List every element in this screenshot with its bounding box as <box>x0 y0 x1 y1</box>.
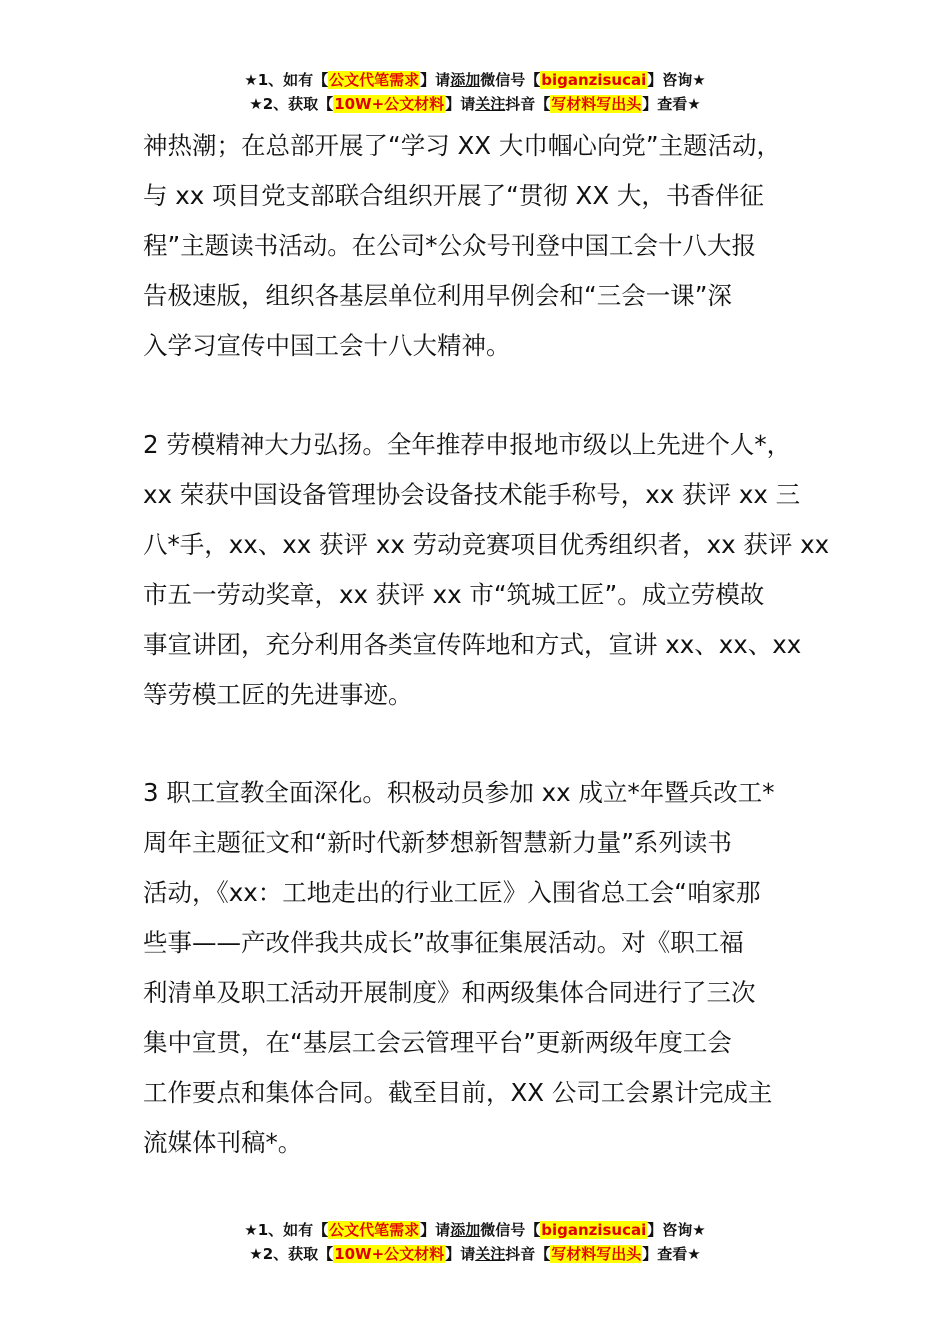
banner-text: ★1、如有【 <box>244 1221 329 1239</box>
banner-text: 】咨询★ <box>647 71 706 89</box>
paragraph-line: 入学习宣传中国工会十八大精神。 <box>143 331 511 360</box>
banner-text: 微信号【 <box>480 1221 541 1239</box>
highlight-wechat-id: biganzisucai <box>541 71 647 89</box>
banner-line-2 <box>0 92 950 116</box>
paragraph-line: 利清单及职工活动开展制度》和两级集体合同进行了三次 <box>143 978 756 1007</box>
paragraph-line: 告极速版，组织各基层单位利用早例会和“三会一课”深 <box>143 281 732 310</box>
banner-text: 抖音【 <box>505 95 551 113</box>
paragraph-line: xx 荣获中国设备管理协会设备技术能手称号，xx 获评 xx 三 <box>143 480 801 509</box>
underlined-text: 添加 <box>450 1221 481 1239</box>
banner-line-2 <box>0 1242 950 1266</box>
paragraph-line: 集中宣贯，在“基层工会云管理平台”更新两级年度工会 <box>143 1028 732 1057</box>
paragraph-line: 等劳模工匠的先进事迹。 <box>143 680 413 709</box>
paragraph-line: 市五一劳动奖章，xx 获评 xx 市“筑城工匠”。成立劳模故 <box>143 580 765 609</box>
paragraph-1 <box>143 121 833 371</box>
paragraph-line: 些事——产改伴我共成长”故事征集展活动。对《职工福 <box>143 928 744 957</box>
banner-text: 】咨询★ <box>647 1221 706 1239</box>
paragraph-line: 周年主题征文和“新时代新梦想新智慧新力量”系列读书 <box>143 828 732 857</box>
banner-text: 】请 <box>420 71 451 89</box>
paragraph-line: 事宣讲团，充分利用各类宣传阵地和方式，宣讲 xx、xx、xx <box>143 630 802 659</box>
header-banner <box>0 68 950 116</box>
paragraph-3 <box>143 768 833 1168</box>
banner-text: ★1、如有【 <box>244 71 329 89</box>
banner-line-1 <box>0 1218 950 1242</box>
highlight-service: 公文代笔需求 <box>329 71 420 89</box>
underlined-text: 添加 <box>450 71 481 89</box>
banner-text: 】查看★ <box>642 1245 701 1263</box>
highlight-materials: 10W+公文材料 <box>334 95 445 113</box>
banner-text: 】查看★ <box>642 95 701 113</box>
underlined-text: 关注 <box>475 95 506 113</box>
banner-text: 】请 <box>420 1221 451 1239</box>
paragraph-line: 工作要点和集体合同。截至目前，XX 公司工会累计完成主 <box>143 1078 773 1107</box>
banner-text: 抖音【 <box>505 1245 551 1263</box>
paragraph-2 <box>143 420 833 720</box>
paragraph-line: 2 劳模精神大力弘扬。全年推荐申报地市级以上先进个人*， <box>143 430 792 459</box>
paragraph-line: 3 职工宣教全面深化。积极动员参加 xx 成立*年暨兵改工* <box>143 778 775 807</box>
banner-text: 微信号【 <box>480 71 541 89</box>
banner-line-1 <box>0 68 950 92</box>
highlight-douyin-account: 写材料写出头 <box>551 95 642 113</box>
highlight-wechat-id: biganzisucai <box>541 1221 647 1239</box>
highlight-materials: 10W+公文材料 <box>334 1245 445 1263</box>
banner-text: 】请 <box>445 1245 476 1263</box>
highlight-service: 公文代笔需求 <box>329 1221 420 1239</box>
footer-banner <box>0 1218 950 1266</box>
paragraph-line: 流媒体刊稿*。 <box>143 1128 303 1157</box>
paragraph-line: 神热潮；在总部开展了“学习 XX 大巾帼心向党”主题活动， <box>143 131 782 160</box>
underlined-text: 关注 <box>475 1245 506 1263</box>
banner-text: ★2、获取【 <box>249 1245 334 1263</box>
banner-text: 】请 <box>445 95 476 113</box>
paragraph-line: 与 xx 项目党支部联合组织开展了“贯彻 XX 大，书香伴征 <box>143 181 764 210</box>
banner-text: ★2、获取【 <box>249 95 334 113</box>
highlight-douyin-account: 写材料写出头 <box>551 1245 642 1263</box>
paragraph-line: 活动，《xx：工地走出的行业工匠》入围省总工会“咱家那 <box>143 878 761 907</box>
paragraph-line: 程”主题读书活动。在公司*公众号刊登中国工会十八大报 <box>143 231 756 260</box>
paragraph-line: 八*手，xx、xx 获评 xx 劳动竞赛项目优秀组织者，xx 获评 xx <box>143 530 830 559</box>
